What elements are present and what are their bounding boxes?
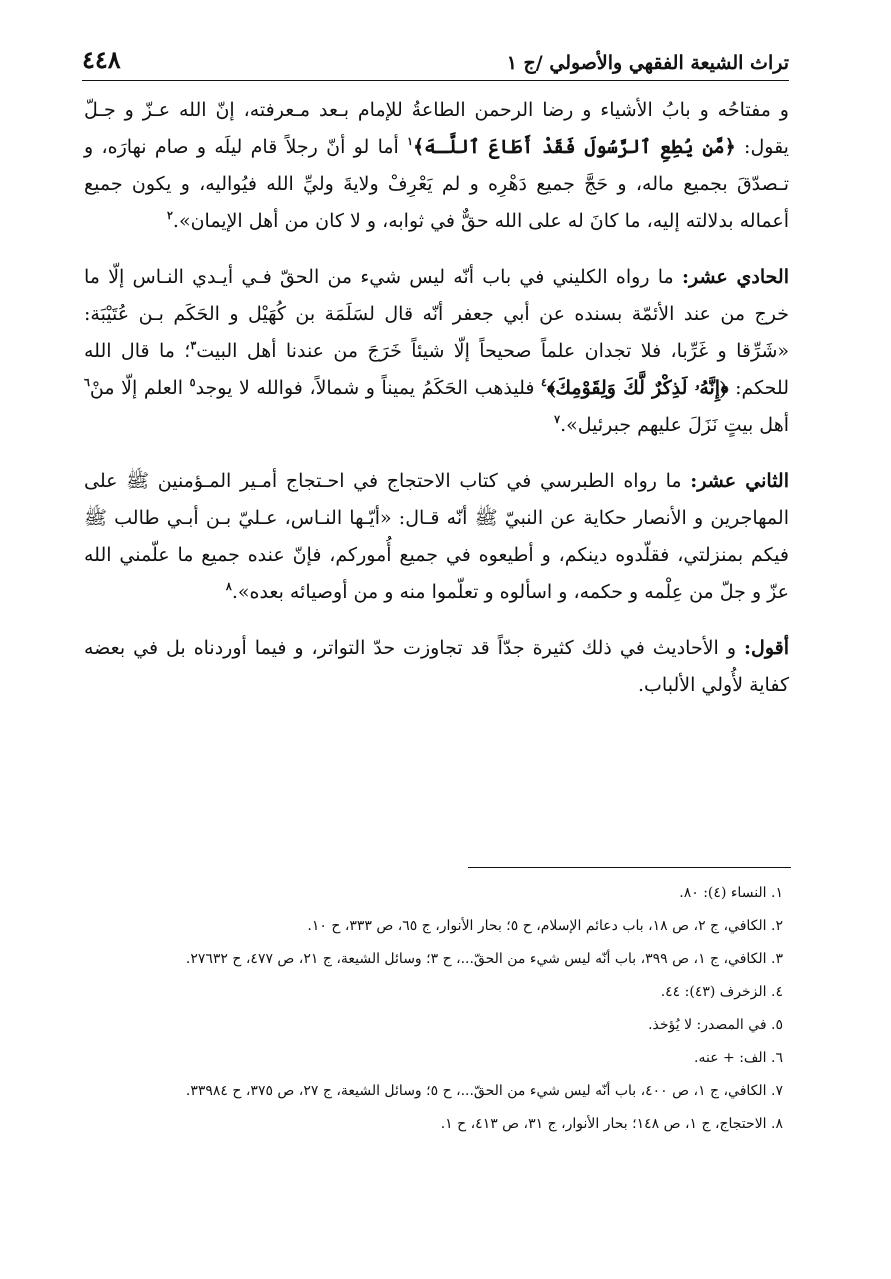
footnote-item: ٦. الف: + عنه. xyxy=(694,1050,783,1066)
footnote-ref: ١ xyxy=(407,135,414,148)
paragraph-4 xyxy=(84,630,789,704)
text-run: ؛ ما قال الله للحكم: xyxy=(84,340,789,399)
section-lead: أقول: xyxy=(744,637,789,659)
text-run: أما لو أنّ رجلاً قام ليلَه و صام نهارَه، و تـصدّقَ بجميع ماله، و حَجَّ جميع دَهْرِه و لم يَعْرِفْ ولايةَ وليِّ الله فيُواليه، و يكون جميع أعماله بدلالته إليه، ما كانَ له على الله حقٌّ في ثوابه، و لا كان من أهل الإيمان». xyxy=(84,136,789,232)
quran-verse: ﴿مَّن يُطِعِ ٱلرَّسُولَ فَقَدْ أَطَاعَ ٱللَّـهَ﴾ xyxy=(413,136,736,158)
footnote-ref: ٤ xyxy=(541,376,547,389)
footnote-ref: ٦ xyxy=(84,376,90,389)
body-text xyxy=(84,92,789,723)
footnote-ref: ٣ xyxy=(190,339,197,352)
text-run: ما رواه الطبرسي في كتاب الاحتجاج في احـتجاج أمـير المـؤمنين ﷺ على المهاجرين و الأنصار حكاية عن النبيّ ﷺ أنّه قـال: «أيّـها النـاس، عـليّ بـن أبـي طالب ﷺ فيكم بمنزلتي، فقلّدوه دينكم، و أطيعوه في جميع أُموركم، فإنّ عنده جميع ما علّمني الله عزّ و جلّ من عِلْمه و حكمه، و اسألوه و تعلّموا منه و من أوصيائه بعده». xyxy=(84,470,789,603)
footnote-ref: ٥ xyxy=(189,376,196,389)
paragraph-1 xyxy=(84,92,789,240)
footnote-divider xyxy=(468,867,791,868)
text-run: و الأحاديث في ذلك كثيرة جدّاً قد تجاوزت حدّ التواتر، و فيما أوردناه بل في بعضه كفاية لأُولي الألباب. xyxy=(84,637,789,696)
running-title: تراث الشيعة الفقهي والأصولي /ج ١ xyxy=(506,52,789,74)
text-run: و مفتاحُه و بابُ الأشياء و رضا الرحمن الطاعةُ للإمام بـعد مـعرفته، إنّ الله عـزّ و جـلّ يقول: xyxy=(84,99,789,158)
footnote-item: ٣. الكافي، ج ١، ص ٣٩٩، باب أنّه ليس شيء من الحقّ...، ح ٣؛ وسائل الشيعة، ج ٢١، ص ٤٧٧، ح ٢٧٦٣٢. xyxy=(185,951,783,967)
page-number: ٤٤٨ xyxy=(82,45,121,74)
footnote-item: ٤. الزخرف (٤٣): ٤٤. xyxy=(660,984,783,1000)
footnote-ref: ٧ xyxy=(554,413,561,426)
page-header xyxy=(82,34,789,81)
footnote-ref: ٢ xyxy=(166,209,173,222)
footnote-item: ٢. الكافي، ج ٢، ص ١٨، باب دعائم الإسلام، ح ٥؛ بحار الأنوار، ج ٦٥، ص ٣٣٣، ح ١٠. xyxy=(307,918,783,934)
section-lead: الثاني عشر: xyxy=(690,470,789,492)
text-run: العلم إلّا منْ xyxy=(89,377,190,399)
footnote-item: ٧. الكافي، ج ١، ص ٤٠٠، باب أنّه ليس شيء من الحقّ...، ح ٥؛ وسائل الشيعة، ج ٢٧، ص ٣٧٥، ح ٣٣٩٨٤. xyxy=(185,1083,783,1099)
quran-verse: ﴿إِنَّهُۥ لَذِكْرٌ لَّكَ وَلِقَوْمِكَ﴾ xyxy=(546,377,729,399)
text-run: ما رواه الكليني في باب أنّه ليس شيء من الحقّ فـي أيـدي النـاس إلّا ما خرج من عند الأئمّة بسنده عن أبي جعفر أنّه قال لسَلَمَة بن كُهَيْل و الحَكَم بـن عُتَيْبَة: «شَرِّقا و غَرِّبا، فلا تجدان علماً صحيحاً إلّا شيئاً خَرَجَ من عندنا أهل البيت xyxy=(84,266,789,362)
paragraph-3 xyxy=(84,463,789,611)
section-lead: الحادي عشر: xyxy=(681,266,789,288)
footnote-ref: ٨ xyxy=(225,580,232,593)
text-run: فليذهب الحَكَمُ يميناً و شمالاً، فوالله لا يوجد xyxy=(195,377,542,399)
footnotes-list xyxy=(100,877,789,1141)
text-run: أهل بيتٍ نَزَلَ عليهم جبرئيل». xyxy=(560,414,789,436)
footnote-item: ١. النساء (٤): ٨٠. xyxy=(679,885,783,901)
footnote-item: ٥. في المصدر: لا يُؤخذ. xyxy=(648,1017,783,1033)
paragraph-2 xyxy=(84,259,789,444)
footnote-item: ٨. الاحتجاج، ج ١، ص ١٤٨؛ بحار الأنوار، ج ٣١، ص ٤١٣، ح ١. xyxy=(440,1116,783,1132)
